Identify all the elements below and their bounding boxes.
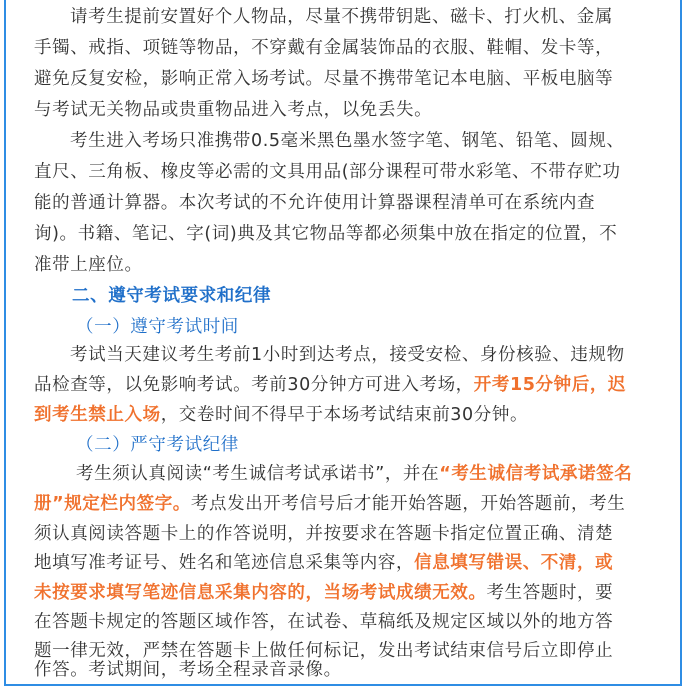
paragraph-line — [34, 489, 652, 519]
article-frame — [4, 0, 682, 686]
text: 品检查等，以免影响考试。考前30分钟方可进入考场， — [34, 375, 474, 395]
paragraph-line — [34, 578, 652, 608]
highlight-text: “考生诚信考试承诺签名 — [439, 464, 633, 484]
paragraph-line — [34, 188, 652, 218]
paragraph-line — [34, 126, 652, 156]
paragraph-line — [34, 157, 652, 187]
subsection-heading — [34, 430, 652, 460]
paragraph-line — [34, 607, 652, 637]
paragraph-line — [34, 459, 652, 489]
text: 考生答题时，要 — [486, 583, 614, 603]
paragraph-line — [34, 250, 652, 280]
paragraph-line — [34, 219, 652, 249]
heading-text: 二、遵守考试要求和纪律 — [72, 286, 272, 306]
text: 须认真阅读答题卡上的作答说明，并按要求在答题卡指定位置正确、清楚 — [34, 524, 614, 544]
text: 避免反复安检，影响正常入场考试。尽量不携带笔记本电脑、平板电脑等 — [34, 69, 614, 89]
section-heading — [34, 281, 652, 311]
text: 考生进入考场只准携带0.5毫米黑色墨水签字笔、钢笔、铅笔、圆规、 — [70, 131, 625, 151]
paragraph-line — [34, 64, 652, 94]
text: 在答题卡规定的答题区域作答，在试卷、草稿纸及规定区域以外的地方答 — [34, 612, 614, 632]
highlight-text: 信息填写错误、不清，或 — [414, 553, 614, 573]
highlight-text: 开考15分钟后，迟 — [473, 375, 627, 395]
text: 题一律无效，严禁在答题卡上做任何标记，发出考试结束信号后立即停止 — [34, 641, 614, 661]
text: 准带上座位。 — [34, 255, 143, 275]
text: 询)。书籍、笔记、字(词)典及其它物品等都必须集中放在指定的位置，不 — [34, 224, 618, 244]
text: 请考生提前安置好个人物品，尽量不携带钥匙、磁卡、打火机、金属 — [70, 7, 613, 27]
highlight-text: 册”规定栏内签字。 — [34, 494, 191, 514]
highlight-text: 未按要求填写笔迹信息采集内容的，当场考试成绩无效。 — [34, 583, 487, 603]
text: 地填写准考证号、姓名和笔迹信息采集等内容， — [34, 553, 415, 573]
text: 考试当天建议考生考前1小时到达考点，接受安检、身份核验、违规物 — [70, 345, 625, 365]
paragraph-line — [34, 2, 652, 32]
heading-text: （一）遵守考试时间 — [76, 317, 239, 337]
highlight-text: 到考生禁止入场 — [34, 405, 161, 425]
text: 与考试无关物品或贵重物品进入考点，以免丢失。 — [34, 100, 433, 120]
paragraph-line — [34, 340, 652, 370]
paragraph-line — [34, 655, 652, 685]
text: ，交卷时间不得早于本场考试结束前30分钟。 — [160, 405, 529, 425]
text: 能的普通计算器。本次考试的不允许使用计算器课程清单可在系统内查 — [34, 193, 596, 213]
text: 考生须认真阅读“考生诚信考试承诺书”，并在 — [76, 464, 440, 484]
paragraph-line — [34, 548, 652, 578]
paragraph-line — [34, 370, 652, 400]
paragraph-line — [34, 95, 652, 125]
heading-text: （二）严守考试纪律 — [76, 435, 239, 455]
text: 直尺、三角板、橡皮等必需的文具用品(部分课程可带水彩笔、不带存贮功 — [34, 162, 621, 182]
text: 作答。考试期间，考场全程录音录像。 — [34, 660, 342, 680]
text: 考点发出开考信号后才能开始答题，开始答题前，考生 — [190, 494, 626, 514]
paragraph-line — [34, 400, 652, 430]
subsection-heading — [34, 312, 652, 342]
paragraph-line — [34, 33, 652, 63]
text: 手镯、戒指、项链等物品，不穿戴有金属装饰品的衣服、鞋帽、发卡等， — [34, 38, 614, 58]
paragraph-line — [34, 519, 652, 549]
